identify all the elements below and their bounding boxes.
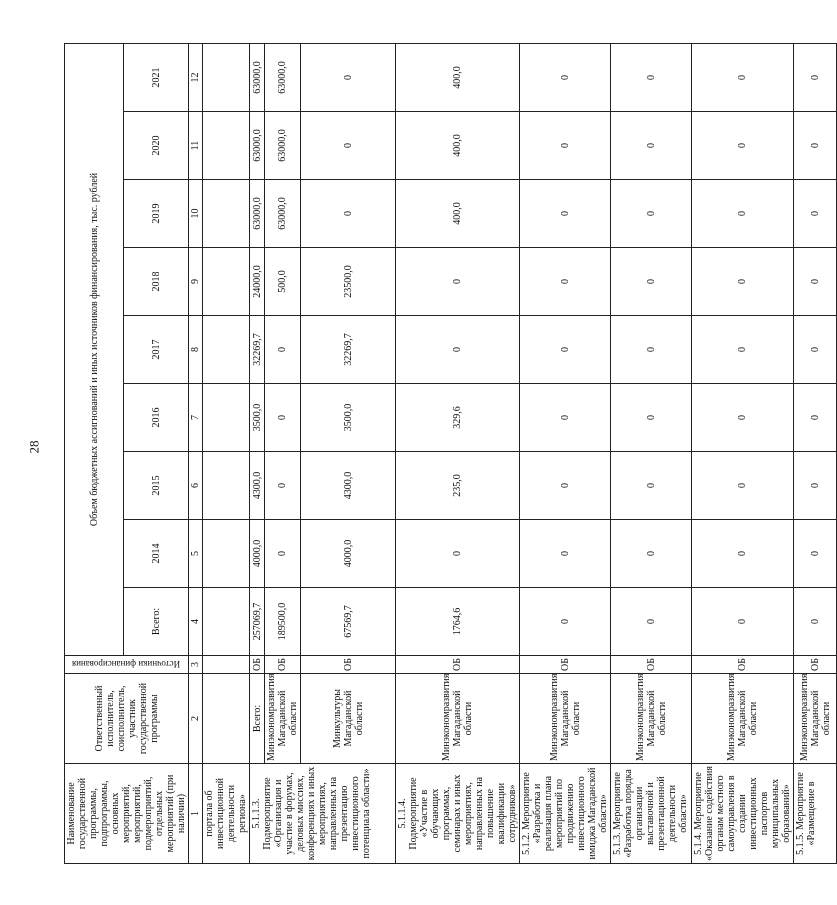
- row-value: 32269,7: [250, 316, 265, 384]
- row-value: 0: [396, 316, 520, 384]
- row-name: 5.1.4. Мероприятие «Оказание содействия органам местного самоуправления в создании инвестиционных паспортов муниципальных образований»: [692, 764, 794, 864]
- row-value: 0: [520, 180, 611, 248]
- row-value: 0: [692, 452, 794, 520]
- row-value: [203, 180, 250, 248]
- header-name: Наименование государственной программы, подпрограммы, основных мероприятий, мероприятий, подмероприятий, отдельных мероприятий (при наличии): [65, 764, 189, 864]
- column-number: 2: [189, 674, 203, 764]
- row-executor: Минэкономразвития Магаданской области: [520, 674, 611, 764]
- row-value: 63000,0: [265, 180, 301, 248]
- row-value: 0: [520, 384, 611, 452]
- row-value: 0: [301, 43, 396, 111]
- row-value: [203, 43, 250, 111]
- row-value: 0: [692, 43, 794, 111]
- row-value: [203, 316, 250, 384]
- header-funding-group: Объем бюджетных ассигнований и иных источников финансирования, тыс. рублей: [65, 43, 124, 655]
- row-source: [203, 656, 250, 674]
- row-value: 0: [611, 316, 692, 384]
- row-value: 500,0: [265, 248, 301, 316]
- row-value: 257069,7: [250, 588, 265, 656]
- row-value: 0: [794, 248, 837, 316]
- column-number: 4: [189, 588, 203, 656]
- row-value: 400,0: [396, 180, 520, 248]
- row-value: 4300,0: [250, 452, 265, 520]
- row-value: 0: [611, 112, 692, 180]
- row-value: 329,6: [396, 384, 520, 452]
- row-value: [203, 112, 250, 180]
- row-value: 0: [265, 316, 301, 384]
- row-value: 0: [692, 384, 794, 452]
- row-name: 5.1.1.4. Подмероприятие «Участие в обучающих программах, семинарах и иных мероприятиях, направленных на повышение квалификации сотрудников»: [396, 764, 520, 864]
- row-value: [203, 384, 250, 452]
- header-year: 2021: [124, 43, 189, 111]
- row-name: портала об инвестиционной деятельности региона»: [203, 764, 250, 864]
- row-value: 0: [265, 452, 301, 520]
- row-value: 0: [265, 384, 301, 452]
- row-executor: Минэкономразвития Магаданской области: [396, 674, 520, 764]
- row-value: 4300,0: [301, 452, 396, 520]
- page-number: 28: [26, 440, 42, 454]
- row-name: 5.1.5. Мероприятие «Размещение в: [794, 764, 837, 864]
- header-row-top: [65, 43, 124, 863]
- row-value: 0: [520, 588, 611, 656]
- table-row: [520, 43, 611, 863]
- row-source: ОБ: [265, 656, 301, 674]
- row-name: 5.1.3. Мероприятие «Разработка порядка организации выставочной и презентационной деятельности области»: [611, 764, 692, 864]
- header-year: 2020: [124, 112, 189, 180]
- row-source: ОБ: [520, 656, 611, 674]
- row-value: 0: [520, 112, 611, 180]
- row-value: 0: [794, 588, 837, 656]
- row-source: ОБ: [611, 656, 692, 674]
- row-executor: Минэкономразвития Магаданской области: [692, 674, 794, 764]
- row-value: 3500,0: [301, 384, 396, 452]
- table-row: [203, 43, 250, 863]
- row-value: 235,0: [396, 452, 520, 520]
- row-source: ОБ: [692, 656, 794, 674]
- row-value: 0: [611, 43, 692, 111]
- row-value: 0: [520, 43, 611, 111]
- row-value: 0: [611, 180, 692, 248]
- row-value: 0: [794, 452, 837, 520]
- row-value: 63000,0: [265, 112, 301, 180]
- row-value: 0: [692, 112, 794, 180]
- row-value: 23500,0: [301, 248, 396, 316]
- row-value: 400,0: [396, 112, 520, 180]
- row-executor: Всего:: [250, 674, 265, 764]
- row-value: 0: [692, 520, 794, 588]
- table-row: [396, 43, 520, 863]
- row-value: 0: [301, 180, 396, 248]
- column-number: 11: [189, 112, 203, 180]
- column-number: 3: [189, 656, 203, 674]
- row-value: 0: [794, 180, 837, 248]
- row-value: 0: [396, 248, 520, 316]
- table-row: [611, 43, 692, 863]
- row-value: 1764,6: [396, 588, 520, 656]
- column-number: 9: [189, 248, 203, 316]
- row-value: 63000,0: [265, 43, 301, 111]
- table-row: [265, 43, 301, 863]
- row-value: 24000,0: [250, 248, 265, 316]
- header-year: 2015: [124, 452, 189, 520]
- header-source: Источники финансирования: [65, 656, 189, 674]
- table-row: [301, 43, 396, 863]
- row-value: 3500,0: [250, 384, 265, 452]
- column-number: 12: [189, 43, 203, 111]
- row-value: 0: [794, 112, 837, 180]
- row-value: 0: [794, 316, 837, 384]
- row-executor: [203, 674, 250, 764]
- row-value: [203, 520, 250, 588]
- row-value: 0: [794, 520, 837, 588]
- row-executor: Минкультуры Магаданской области: [301, 674, 396, 764]
- row-value: 0: [611, 520, 692, 588]
- row-value: 0: [611, 588, 692, 656]
- row-value: 67569,7: [301, 588, 396, 656]
- row-value: 4000,0: [301, 520, 396, 588]
- row-value: 0: [520, 316, 611, 384]
- row-value: 0: [692, 316, 794, 384]
- row-executor: Минэкономразвития Магаданской области: [265, 674, 301, 764]
- document-sheet: [64, 44, 832, 864]
- column-number: 6: [189, 452, 203, 520]
- row-source: ОБ: [301, 656, 396, 674]
- row-value: 63000,0: [250, 112, 265, 180]
- row-value: 0: [692, 588, 794, 656]
- header-year: 2019: [124, 180, 189, 248]
- row-value: 0: [520, 452, 611, 520]
- row-value: 0: [794, 43, 837, 111]
- table-row: [250, 43, 265, 863]
- row-value: 63000,0: [250, 180, 265, 248]
- rotated-table-wrapper: [64, 44, 832, 864]
- row-name: 5.1.2. Мероприятие «Разработка и реализация плана мероприятий по продвижению инвестиционного имиджа Магаданской области»: [520, 764, 611, 864]
- row-value: 4000,0: [250, 520, 265, 588]
- row-value: 400,0: [396, 43, 520, 111]
- table-row: [794, 43, 837, 863]
- row-value: 0: [265, 520, 301, 588]
- column-number-row: [189, 43, 203, 863]
- header-executor: Ответственный исполнитель, соисполнитель, участник государственной программы: [65, 674, 189, 764]
- column-number: 7: [189, 384, 203, 452]
- row-value: 189500,0: [265, 588, 301, 656]
- header-year: 2016: [124, 384, 189, 452]
- row-value: 0: [611, 384, 692, 452]
- row-value: 0: [301, 112, 396, 180]
- row-value: 0: [396, 520, 520, 588]
- row-value: 0: [611, 248, 692, 316]
- row-value: [203, 248, 250, 316]
- row-value: 0: [794, 384, 837, 452]
- row-value: 0: [520, 248, 611, 316]
- header-year: 2014: [124, 520, 189, 588]
- row-source: ОБ: [250, 656, 265, 674]
- column-number: 5: [189, 520, 203, 588]
- row-name: 5.1.1.3. Подмероприятие «Организация и участие в форумах, деловых миссиях, конференциях и иных мероприятиях, направленных на презентацию инвестиционного потенциала области»: [250, 764, 396, 864]
- row-value: [203, 452, 250, 520]
- row-value: 0: [692, 180, 794, 248]
- row-executor: Минэкономразвития Магаданской области: [794, 674, 837, 764]
- table-row: [692, 43, 794, 863]
- row-value: 0: [520, 520, 611, 588]
- row-value: 0: [692, 248, 794, 316]
- header-year: Всего:: [124, 588, 189, 656]
- column-number: 10: [189, 180, 203, 248]
- funding-table: [64, 43, 837, 864]
- header-year: 2018: [124, 248, 189, 316]
- row-value: [203, 588, 250, 656]
- row-source: ОБ: [396, 656, 520, 674]
- column-number: 1: [189, 764, 203, 864]
- row-value: 0: [611, 452, 692, 520]
- header-year: 2017: [124, 316, 189, 384]
- column-number: 8: [189, 316, 203, 384]
- row-value: 63000,0: [250, 43, 265, 111]
- row-source: ОБ: [794, 656, 837, 674]
- row-value: 32269,7: [301, 316, 396, 384]
- row-executor: Минэкономразвития Магаданской области: [611, 674, 692, 764]
